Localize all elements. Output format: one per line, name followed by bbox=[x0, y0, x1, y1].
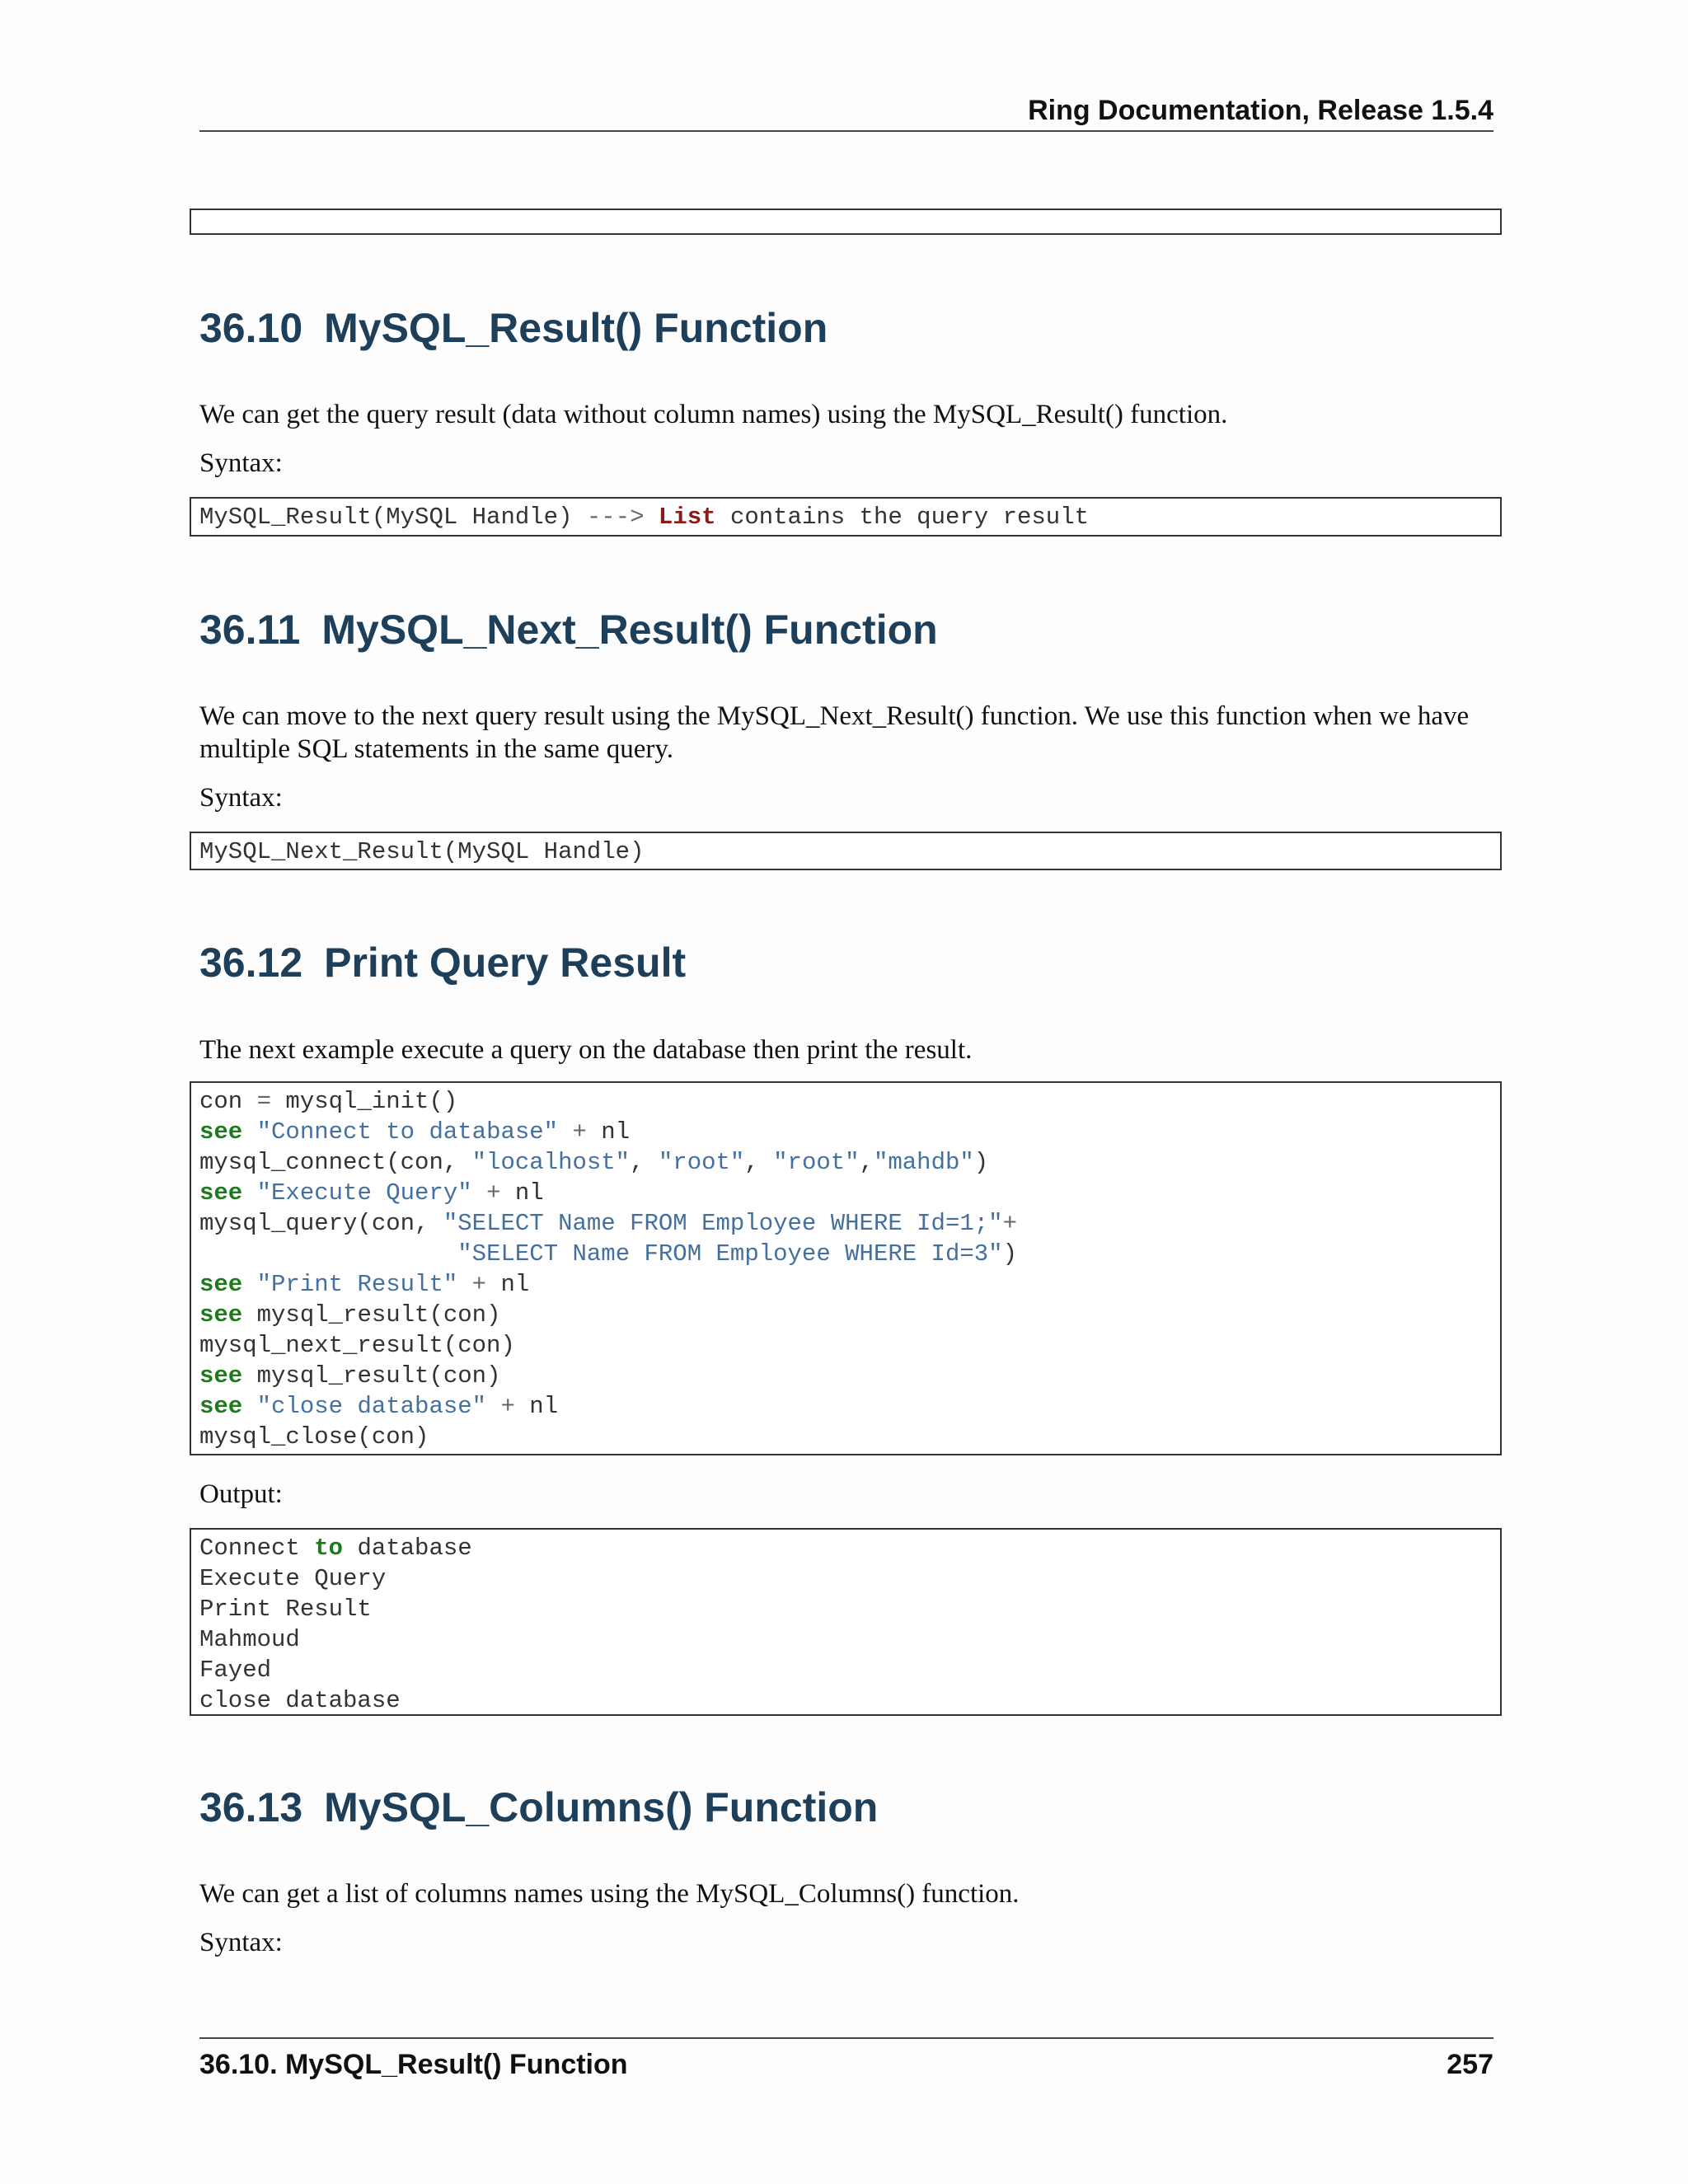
section-intro: We can get the query result (data without column names) using the MySQL_Result() function. bbox=[199, 400, 1228, 429]
section-intro: We can get a list of columns names using the MySQL_Columns() function. bbox=[199, 1879, 1020, 1909]
syntax-code-block bbox=[190, 832, 1502, 870]
section-title: MySQL_Columns() Function bbox=[324, 1784, 879, 1830]
running-header: Ring Documentation, Release 1.5.4 bbox=[199, 92, 1493, 132]
output-line: Execute Query bbox=[199, 1565, 387, 1592]
section-heading-36-11 bbox=[199, 605, 938, 654]
output-line: Fayed bbox=[199, 1657, 272, 1684]
output-line: Connect to database bbox=[199, 1535, 472, 1562]
code-line: see "Connect to database" + nl bbox=[199, 1118, 631, 1146]
section-intro: The next example execute a query on the database then print the result. bbox=[199, 1035, 973, 1065]
code-line: mysql_close(con) bbox=[199, 1423, 429, 1451]
code-line: mysql_connect(con, "localhost", "root", "root","mahdb") bbox=[199, 1149, 989, 1176]
section-heading-36-13 bbox=[199, 1783, 878, 1832]
section-title: MySQL_Result() Function bbox=[324, 305, 828, 351]
code-line: see "close database" + nl bbox=[199, 1393, 559, 1420]
section-number: 36.13 bbox=[199, 1784, 303, 1830]
section-number: 36.12 bbox=[199, 940, 303, 986]
code-line: see mysql_result(con) bbox=[199, 1301, 501, 1329]
syntax-code-block bbox=[190, 497, 1502, 537]
section-number: 36.11 bbox=[199, 607, 301, 653]
output-code-block bbox=[190, 1528, 1502, 1716]
code-line: "SELECT Name FROM Employee WHERE Id=3") bbox=[457, 1240, 1017, 1268]
section-number: 36.10 bbox=[199, 305, 303, 351]
section-heading-36-12 bbox=[199, 938, 686, 987]
example-code-block bbox=[190, 1081, 1502, 1455]
footer-section-title: 36.10. MySQL_Result() Function bbox=[199, 2049, 628, 2080]
syntax-label: Syntax: bbox=[199, 1928, 283, 1957]
syntax-label: Syntax: bbox=[199, 448, 283, 478]
code-line: see "Print Result" + nl bbox=[199, 1271, 530, 1298]
page-number: 257 bbox=[1447, 2049, 1493, 2080]
empty-code-block bbox=[190, 209, 1502, 235]
code-line: MySQL_Result(MySQL Handle) ---> List contains the query result bbox=[199, 504, 1090, 531]
output-line: close database bbox=[199, 1687, 401, 1714]
code-line: see mysql_result(con) bbox=[199, 1362, 501, 1390]
code-line: mysql_next_result(con) bbox=[199, 1332, 515, 1359]
output-line: Mahmoud bbox=[199, 1626, 300, 1653]
output-label: Output: bbox=[199, 1479, 283, 1509]
section-title: Print Query Result bbox=[324, 940, 687, 986]
page-footer bbox=[199, 2037, 1493, 2080]
syntax-label: Syntax: bbox=[199, 783, 283, 813]
section-intro: We can move to the next query result using the MySQL_Next_Result() function. We use this function when we have multiple SQL statements in the same query. bbox=[199, 701, 1470, 764]
code-line: mysql_query(con, "SELECT Name FROM Employee WHERE Id=1;"+ bbox=[199, 1210, 1017, 1237]
output-line: Print Result bbox=[199, 1596, 372, 1623]
code-line: see "Execute Query" + nl bbox=[199, 1179, 544, 1207]
section-title: MySQL_Next_Result() Function bbox=[321, 607, 938, 653]
code-line: MySQL_Next_Result(MySQL Handle) bbox=[199, 838, 645, 865]
code-line: con = mysql_init() bbox=[199, 1088, 458, 1115]
section-heading-36-10 bbox=[199, 303, 828, 353]
